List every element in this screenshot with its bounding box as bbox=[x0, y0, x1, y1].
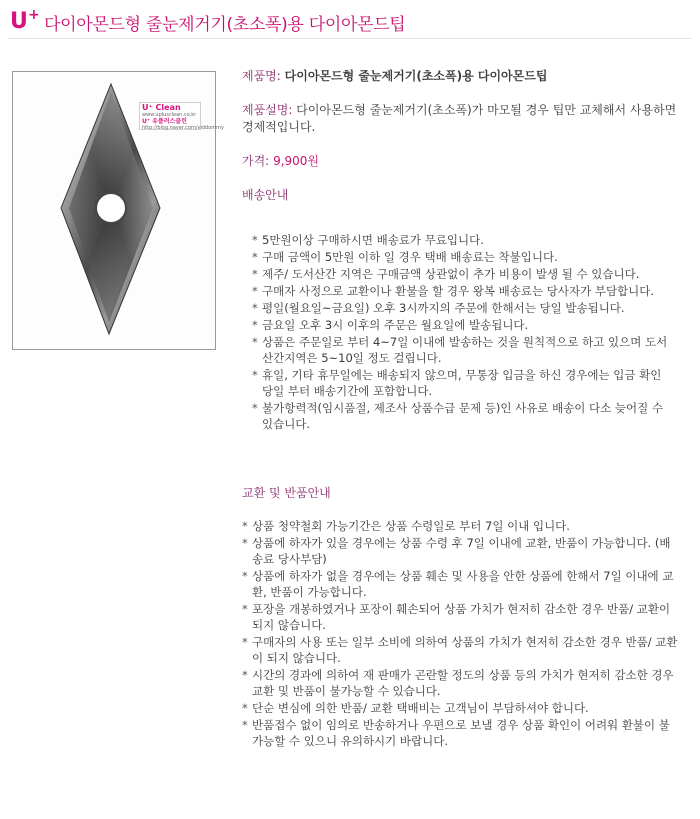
list-item: * 상품은 주문일로 부터 4~7일 이내에 발송하는 것을 원칙적으로 하고 있으며 도서산간지역은 5~10일 정도 걸립니다. bbox=[250, 334, 670, 366]
list-item: * 평일(월요일~금요일) 오후 3시까지의 주문에 한해서는 당일 발송됩니다. bbox=[250, 300, 670, 316]
list-item: * 반품접수 없이 임의로 반송하거나 우편으로 보낼 경우 상품 확인이 어려워 환불이 불가능할 수 있으니 유의하시기 바랍니다. bbox=[240, 717, 680, 749]
sticker-brand: U⁺ Clean bbox=[142, 103, 181, 112]
product-price-row bbox=[242, 153, 682, 170]
product-info bbox=[242, 68, 682, 204]
list-item: * 제주/ 도서산간 지역은 구매금액 상관없이 추가 비용이 발생 될 수 있습니다. bbox=[250, 266, 670, 282]
list-item: * 휴일, 기타 휴무일에는 배송되지 않으며, 무통장 입금을 하신 경우에는 입금 확인 당일 부터 배송기간에 포함합니다. bbox=[250, 367, 670, 399]
header-divider bbox=[8, 38, 692, 39]
logo-plus: + bbox=[28, 7, 40, 23]
brand-sticker bbox=[139, 102, 224, 131]
list-item: * 금요일 오후 3시 이후의 주문은 월요일에 발송됩니다. bbox=[250, 317, 670, 333]
exchange-notes bbox=[240, 518, 680, 750]
list-item: * 단순 변심에 의한 반품/ 교환 택배비는 고객님이 부담하셔야 합니다. bbox=[240, 700, 680, 716]
price-value: 9,900원 bbox=[273, 154, 320, 168]
list-item: * 상품에 하자가 있을 경우에는 상품 수령 후 7일 이내에 교환, 반품이 가능합니다. (배송료 당사부담) bbox=[240, 535, 680, 567]
sticker-blog: http://blog.naver.com/viddommy bbox=[142, 125, 224, 131]
list-item: * 구매자의 사용 또는 일부 소비에 의하여 상품의 가치가 현저히 감소한 경우 반품/ 교환이 되지 않습니다. bbox=[240, 634, 680, 666]
product-name-value: 다이아몬드형 줄눈제거기(초소폭)용 다이아몬드팁 bbox=[284, 69, 548, 83]
product-desc-value: 다이아몬드형 줄눈제거기(초소폭)가 마모될 경우 팁만 교체해서 사용하면 경제적입니다. bbox=[242, 103, 677, 134]
list-item: * 상품에 하자가 없을 경우에는 상품 훼손 및 사용을 안한 상품에 한해서 7일 이내에 교환, 반품이 가능합니다. bbox=[240, 568, 680, 600]
product-name-row bbox=[242, 68, 682, 85]
list-item: * 포장을 개봉하였거나 포장이 훼손되어 상품 가치가 현저히 감소한 경우 반품/ 교환이 되지 않습니다. bbox=[240, 601, 680, 633]
product-name-label: 제품명: bbox=[242, 69, 281, 83]
list-item: * 상품 청약철회 가능기간은 상품 수령일로 부터 7일 이내 입니다. bbox=[240, 518, 680, 534]
product-image bbox=[12, 71, 224, 350]
uplus-logo bbox=[10, 9, 40, 35]
shipping-notes bbox=[250, 232, 670, 433]
list-item: * 5만원이상 구매하시면 배송료가 무료입니다. bbox=[250, 232, 670, 248]
logo-letter: U bbox=[10, 9, 28, 34]
price-label: 가격: bbox=[242, 154, 270, 168]
list-item: * 구매 금액이 5만원 이하 일 경우 택배 배송료는 착불입니다. bbox=[250, 249, 670, 265]
sticker-korean-brand: U⁺ 유플러스클린 bbox=[142, 118, 187, 125]
page-header bbox=[10, 8, 405, 36]
page-title: 다이아몬드형 줄눈제거기(초소폭)용 다이아몬드팁 bbox=[44, 14, 406, 35]
product-desc-label: 제품설명: bbox=[242, 103, 293, 117]
list-item: * 시간의 경과에 의하여 재 판매가 곤란할 정도의 상품 등의 가치가 현저히 감소한 경우 교환 및 반품이 불가능할 수 있습니다. bbox=[240, 667, 680, 699]
exchange-title: 교환 및 반품안내 bbox=[242, 486, 331, 500]
list-item: * 구매자 사정으로 교환이나 환불을 할 경우 왕복 배송료는 당사자가 부담합니다. bbox=[250, 283, 670, 299]
product-desc-row bbox=[242, 102, 682, 136]
shipping-title: 배송안내 bbox=[242, 188, 289, 202]
list-item: * 불가항력적(임시품절, 제조사 상품수급 문제 등)인 사유로 배송이 다소 늦어질 수 있습니다. bbox=[250, 400, 670, 432]
sticker-url: www.uplusclean.co.kr bbox=[142, 112, 197, 118]
